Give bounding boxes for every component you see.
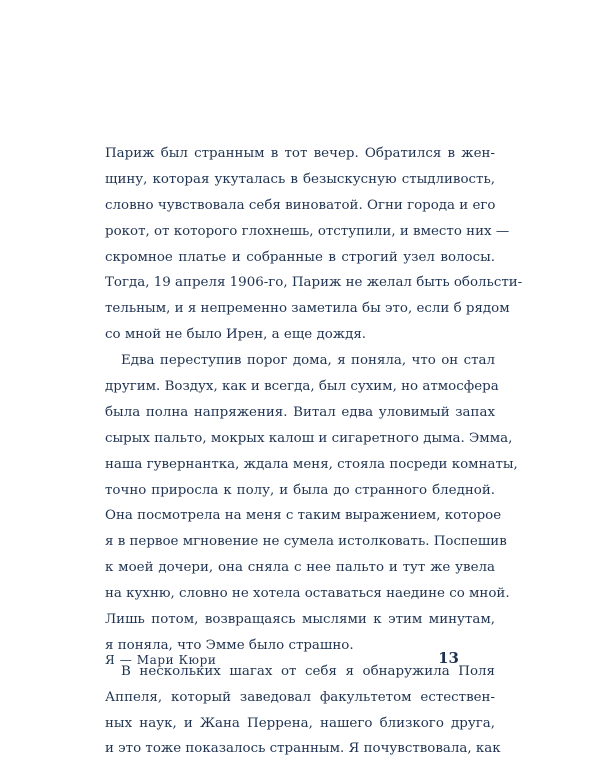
text-line: я в первое мгновение не сумела истолковать. Поспешив [105,534,507,550]
text-line: словно чувствовала себя виноватой. Огни города и его [105,197,496,213]
page-number: 13 [438,649,459,667]
text-line-paragraph-start: В нескольких шагах от себя я обнаружила Поля [121,663,495,679]
text-line: Она посмотрела на меня с таким выражением, которое [105,508,502,524]
text-line: к моей дочери, она сняла с нее пальто и тут же увела [105,560,495,576]
text-line: рокот, от которого глохнешь, отступили, и вместо них — [105,223,510,239]
text-line: щину, которая укуталась в безыскусную стыдливость, [105,171,495,187]
text-line: Лишь потом, возвращаясь мыслями к этим минутам, [105,612,495,628]
text-line: скромное платье и собранные в строгий узел волосы. [105,249,495,265]
text-line: другим. Воздух, как и всегда, был сухим, но атмосфера [105,379,499,395]
text-line: была полна напряжения. Витал едва уловимый запах [105,404,495,420]
text-line-paragraph-end: я поняла, что Эмме было страшно. [105,637,354,653]
text-line: Аппеля, который заведовал факультетом естествен- [105,689,495,705]
text-line: Париж был странным в тот вечер. Обратился в жен- [105,146,495,161]
text-line: точно приросла к полу, и была до странного бледной. [105,482,495,498]
text-line: Тогда, 19 апреля 1906-го, Париж не желал быть обольсти- [105,275,523,291]
text-line-paragraph-end: со мной не было Ирен, а еще дождя. [105,327,367,343]
text-line-paragraph-start: Едва переступив порог дома, я поняла, что он стал [121,353,495,369]
text-line: ных наук, и Жана Перрена, нашего близкого друга, [105,715,495,731]
running-head: Я — Мари Кюри [105,653,217,667]
page-footer [105,649,459,671]
text-line: на кухню, словно не хотела оставаться наедине со мной. [105,586,510,602]
text-line: и это тоже показалось странным. Я почувствовала, как [105,741,501,757]
text-line: тельным, и я непременно заметила бы это, если б рядом [105,301,510,317]
text-line: наша гувернантка, ждала меня, стояла посреди комнаты, [105,456,518,472]
text-line: сырых пальто, мокрых калош и сигаретного дыма. Эмма, [105,430,513,446]
